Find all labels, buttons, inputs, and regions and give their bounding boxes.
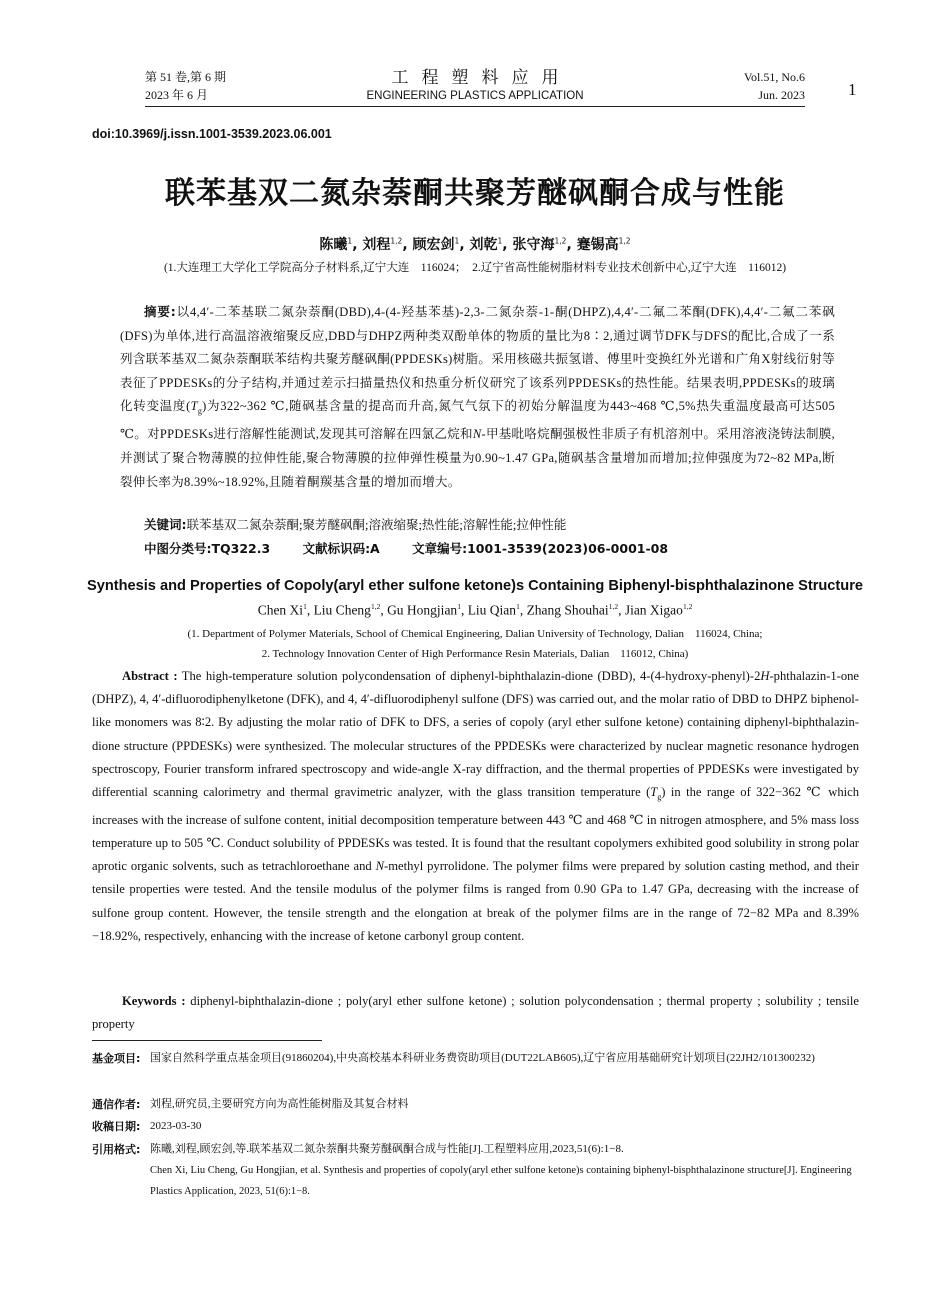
clc-number: 中图分类号:TQ322.3 [144, 541, 271, 556]
author-en: Gu Hongjian [387, 602, 458, 618]
author-en: Zhang Shouhai [526, 602, 609, 618]
author-cn: 蹇锡高 [576, 237, 619, 253]
article-number: 文章编号:1001-3539(2023)06-0001-08 [412, 541, 669, 556]
affiliation-en-2: 2. Technology Innovation Center of High Performance Resin Materials, Dalian 116012, China) [261, 648, 689, 660]
footnote-funding: 基金项目: 国家自然科学重点基金项目(91860204),中央高校基本科研业务费资助项目(DUT22LAB605),辽宁省应用基础研究计划项目(22JH2/101300232) [92, 1052, 815, 1065]
document-code: 文献标识码:A [302, 541, 380, 556]
author-en: Liu Cheng [313, 602, 371, 618]
title-en: Synthesis and Properties of Copoly(aryl ether sulfone ketone)s Containing Biphenyl-bisphthalazinone Structure [86, 578, 863, 594]
author-en: Chen Xi [257, 602, 304, 618]
keywords-cn: 关键词:联苯基双二氮杂萘酮;聚芳醚砜酮;溶液缩聚;热性能;溶解性能;拉伸性能 [144, 517, 567, 532]
journal-name-en: ENGINEERING PLASTICS APPLICATION [366, 90, 584, 102]
journal-name-cn: 工程塑料应用 [391, 68, 572, 87]
author-cn: 刘程 [362, 237, 391, 253]
footnote-citation: 引用格式: 陈曦,刘程,顾宏剑,等.联苯基双二氮杂萘酮共聚芳醚砜酮合成与性能[J].工程塑料应用,2023,51(6):1−8. Chen Xi, Liu Cheng, Gu Hongjian, et al. Synthesis and properties of copoly(aryl ether sulfone ketone)s containing biphenyl-bisphthalazinone structure[J]. Engineering Plastics Application, 2023, 51(6):1−8. [92, 1143, 852, 1197]
footnote-received-date: 收稿日期: 2023-03-30 [92, 1120, 202, 1133]
author-en: Jian Xigao [624, 602, 683, 618]
volume-en: Vol.51, No.6 [743, 70, 805, 84]
footnote-corresponding-author: 通信作者: 刘程,研究员,主要研究方向为高性能树脂及其复合材料 [92, 1098, 409, 1111]
header-rule [145, 106, 805, 107]
author-cn: 陈曦 [319, 237, 348, 253]
header-center [145, 68, 805, 104]
keywords-en-label: Keywords : [122, 994, 186, 1008]
author-cn: 刘乾 [469, 237, 498, 253]
title-cn: 联苯基双二氮杂萘酮共聚芳醚砜酮合成与性能 [165, 176, 785, 211]
author-cn: 张守海 [512, 237, 555, 253]
keywords-cn-label: 关键词: [144, 517, 187, 532]
date-cn: 2023 年 6 月 [145, 88, 209, 102]
abstract-en-label: Abstract : [122, 669, 178, 683]
authors-en: Chen Xi$^1$, Liu Cheng$^{1,2}$, Gu Hongjian$^1$, Liu Qian$^1$, Zhang Shouhai$^{1,2}$, Jian Xigao$^{1,2}$ [257, 602, 693, 618]
affiliation-cn: (1.大连理工大学化工学院高分子材料系,辽宁大连 116024； 2.辽宁省高性能树脂材料专业技术创新中心,辽宁大连 116012) [163, 262, 787, 274]
doi[interactable]: doi:10.3969/j.issn.1001-3539.2023.06.001 [92, 127, 332, 141]
footnote-rule [92, 1040, 322, 1041]
classification-line [144, 539, 696, 557]
page-number: 1 [848, 80, 857, 99]
author-cn: 顾宏剑 [412, 237, 455, 253]
volume-cn: 第 51 卷,第 6 期 [145, 70, 227, 84]
abstract-en: Abstract : The high-temperature solution polycondensation of diphenyl-biphthalazin-dione (DBD), 4-(4-hydroxy-phenyl)-2H-phthalazin-1-one (DHPZ), 4, 4′-difluorodiphenylketone (DFK), and 4, 4′-difluorodiphenyl sulfone (DFS) was carried out, and the molar ratio of DBD to DHPZ biphenol-like monomers was 8∶2. By adjusting the molar ratio of DFK to DFS, a series of copoly (aryl ether sulfone ketone) containing diphenyl-biphthalazin-dione structure (PPDESKs) were synthesized. The molecular structures of the PPDESKs were characterized by nuclear magnetic resonance hydrogen spectroscopy, Fourier transform infrared spectroscopy and wide-angle X-ray diffraction, and the thermal properties of PPDESKs were investigated by differential scanning calorimetry and thermal gravimetric analyzer, with the glass transition temperature $(T_g)$ in the range of 322−362 ℃ which increases with the increase of sulfone content, initial decomposition temperature between 443 ℃ and 468 ℃ in nitrogen atmosphere, and 5% mass loss temperature up to 505 ℃. Conduct solubility of PPDESKs was tested. It is found that the resultant copolymers exhibited good solubility in strong polar aprotic organic solvents, such as tetrachloroethane and N-methyl pyrrolidone. The polymer films were prepared by solution casting method, and their tensile properties were tested. And the tensile modulus of the polymer films is ranged from 0.90 GPa to 1.47 GPa, decreasing with the increase of sulfone group content. However, the tensile strength and the elongation at break of the polymer films are in the range of 72−82 MPa and 8.39%−18.92%, respectively, enhancing with the increase of ketone carbonyl group content. [92, 669, 859, 943]
abstract-cn-label: 摘要: [144, 304, 177, 319]
authors-cn: 陈曦$^1$, 刘程$^{1,2}$, 顾宏剑$^1$, 刘乾$^1$, 张守海$^{1,2}$, 蹇锡高$^{1,2}$ [319, 236, 631, 253]
header-right [744, 68, 805, 104]
affiliation-en-1: (1. Department of Polymer Materials, School of Chemical Engineering, Dalian University of Technology, Dalian 116024, China; [187, 628, 763, 640]
author-en: Liu Qian [467, 602, 517, 618]
abstract-cn: 摘要:以4,4′-二苯基联二氮杂萘酮(DBD),4-(4-羟基苯基)-2,3-二氮杂萘-1-酮(DHPZ),4,4′-二氟二苯酮(DFK),4,4′-二氟二苯砜(DFS)为单体,进行高温溶液缩聚反应,DBD与DHPZ两种类双酚单体的物质的量比为8∶2,通过调节DFK与DFS的配比,合成了一系列含联苯基双二氮杂萘酮联苯结构共聚芳醚砜酮(PPDESKs)树脂。采用核磁共振氢谱、傅里叶变换红外光谱和广角X射线衍射等表征了PPDESKs的分子结构,并通过差示扫描量热仪和热重分析仪研究了该系列PPDESKs的热性能。结果表明,PPDESKs的玻璃化转变温度$(T_g)$为322~362 ℃,随砜基含量的提高而升高,氮气气氛下的初始分解温度为443~468 ℃,5%热失重温度最高可达505 ℃。对PPDESKs进行溶解性能测试,发现其可溶解在四氯乙烷和N-甲基吡咯烷酮强极性非质子有机溶剂中。采用溶液浇铸法制膜,并测试了聚合物薄膜的拉伸性能,聚合物薄膜的拉伸弹性模量为0.90~1.47 GPa,随砜基含量增加而增加;拉伸强度为72~82 MPa,断裂伸长率为8.39%~18.92%,且随着酮羰基含量的增加而增大。 [120, 304, 835, 489]
keywords-en: Keywords : diphenyl-biphthalazin-dione ; poly(aryl ether sulfone ketone) ; solution polycondensation ; thermal property ; solubility ; tensile property [92, 994, 859, 1032]
date-en: Jun. 2023 [758, 88, 805, 102]
